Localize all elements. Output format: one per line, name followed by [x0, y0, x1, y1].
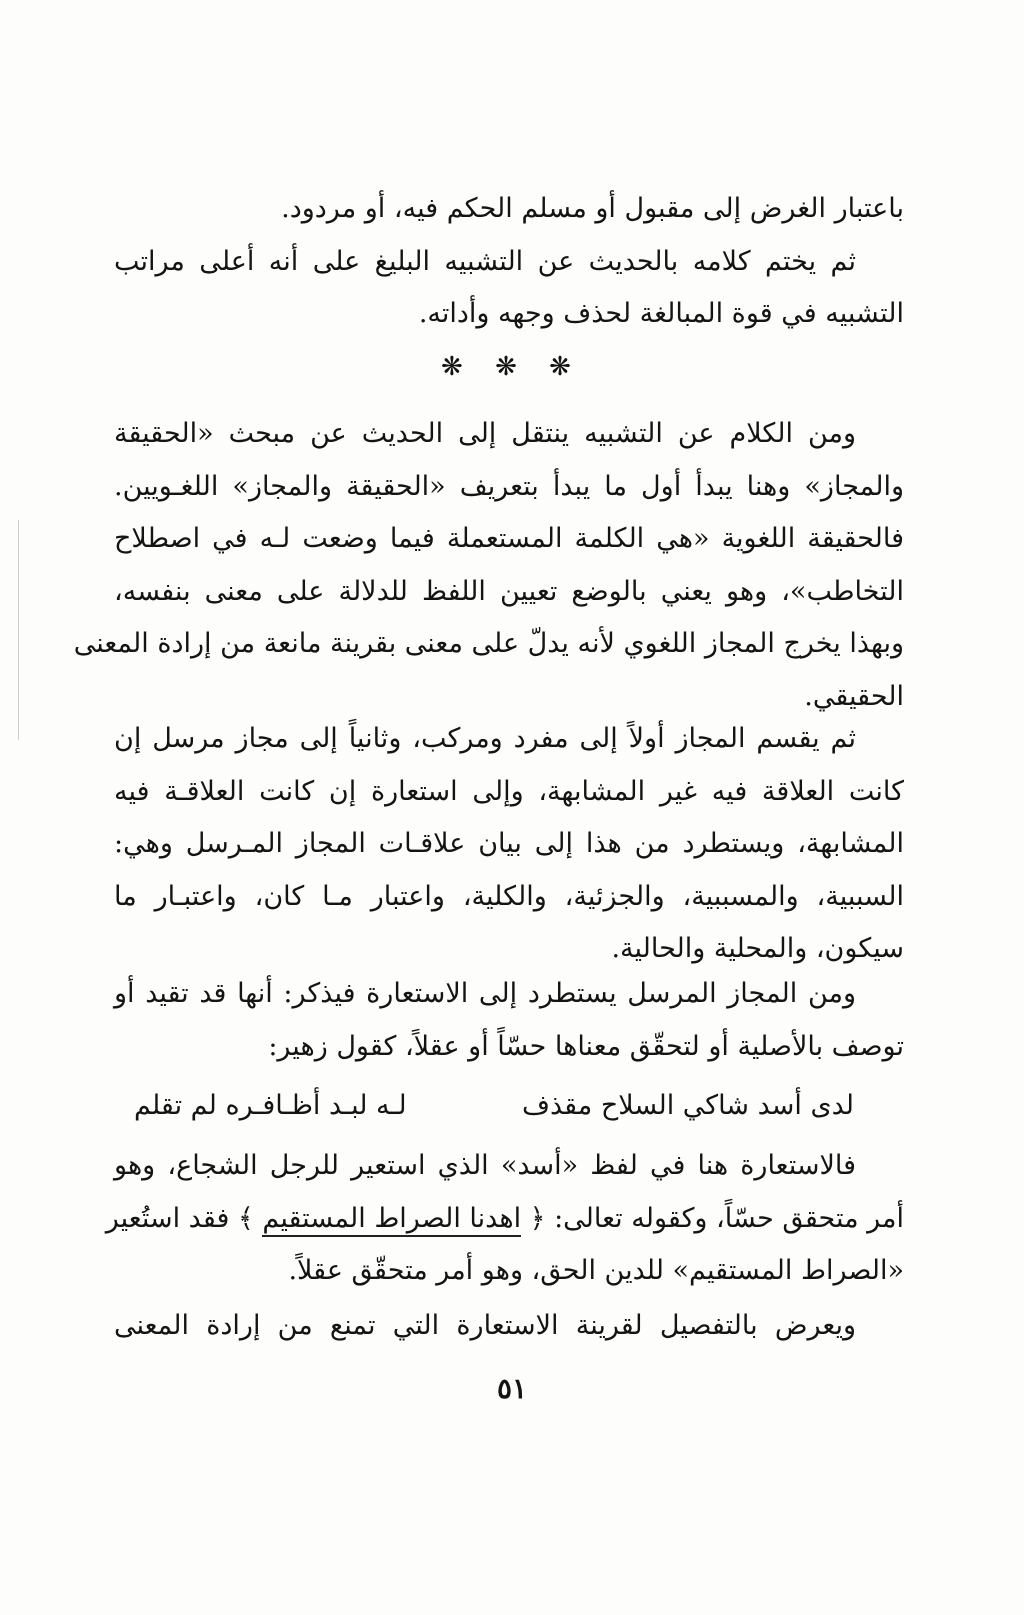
text-line: التشبيه في قوة المبالغة لحذف وجهه وأداته. [418, 298, 904, 329]
paragraph-block-2 [73, 408, 904, 723]
poetry-verse [134, 1080, 854, 1132]
text-line: كانت العلاقة فيه غير المشابهة، وإلى استعارة إن كانت العلاقـة فيه [114, 775, 904, 807]
quran-quote: اهدنا الصراط المستقيم [262, 1203, 521, 1237]
text-line: سيكون، والمحلية والحالية. [611, 933, 904, 964]
text-line [105, 1193, 904, 1246]
text-line: والمجاز» وهنا يبدأ أول ما يبدأ بتعريف «الحقيقة والمجاز» اللغـويين. [114, 470, 904, 502]
text-line: الحقيقي. [804, 680, 904, 712]
text-line: وبهذا يخرج المجاز اللغوي لأنه يدلّ على معنى بقرينة مانعة من إرادة المعنى [73, 628, 904, 659]
text-line: فالحقيقة اللغوية «هي الكلمة المستعملة فيما وضعت لـه في اصطلاح [114, 523, 904, 554]
paragraph-block-4 [114, 968, 904, 1073]
paragraph-block-3 [114, 713, 904, 976]
text-segment: ﴾ فقد استُعير [105, 1202, 263, 1234]
text-line: ويعرض بالتفصيل لقرينة الاستعارة التي تمنع من إرادة المعنى [114, 1310, 856, 1341]
page-number: ٥١ [496, 1372, 528, 1405]
verse-first-hemistich: لدى أسد شاكي السلاح مقذف [521, 1090, 854, 1121]
text-segment: أمر متحقق حسّاً، وكقوله تعالى: ﴿ [521, 1202, 904, 1234]
text-line: توصف بالأصلية أو لتحقّق معناها حسّاً أو عقلاً، كقول زهير: [268, 1030, 904, 1062]
paragraph-block-1 [114, 183, 904, 341]
text-line: المشابهة، ويستطرد من هذا إلى بيان علاقـات المجاز المـرسل وهي: [114, 828, 904, 859]
section-separator: ❋ ❋ ❋ [441, 352, 583, 382]
paragraph-block-5 [105, 1140, 904, 1298]
paragraph-block-6 [114, 1300, 904, 1353]
text-line: «الصراط المستقيم» للدين الحق، وهو أمر متحقّق عقلاً. [288, 1255, 904, 1286]
text-line: ومن الكلام عن التشبيه ينتقل إلى الحديث عن مبحث «الحقيقة [114, 418, 856, 449]
text-line: ومن المجاز المرسل يستطرد إلى الاستعارة فيذكر: أنها قد تقيد أو [114, 978, 856, 1009]
text-line: باعتبار الغرض إلى مقبول أو مسلم الحكم فيه، أو مردود. [281, 193, 904, 224]
scan-edge-left [18, 520, 19, 740]
verse-second-hemistich: لـه لبـد أظـافـره لم تقلم [134, 1090, 407, 1121]
text-line: السببية، والمسببية، والجزئية، والكلية، واعتبار مـا كان، واعتبـار ما [114, 880, 904, 912]
text-line: ثم يختم كلامه بالحديث عن التشبيه البليغ على أنه أعلى مراتب [114, 245, 856, 277]
text-line: ثم يقسم المجاز أولاً إلى مفرد ومركب، وثانياً إلى مجاز مرسل إن [114, 723, 856, 754]
text-line: التخاطب»، وهو يعني بالوضع تعيين اللفظ للدلالة على معنى بنفسه، [114, 575, 904, 607]
text-line: فالاستعارة هنا في لفظ «أسد» الذي استعير للرجل الشجاع، وهو [114, 1150, 856, 1181]
